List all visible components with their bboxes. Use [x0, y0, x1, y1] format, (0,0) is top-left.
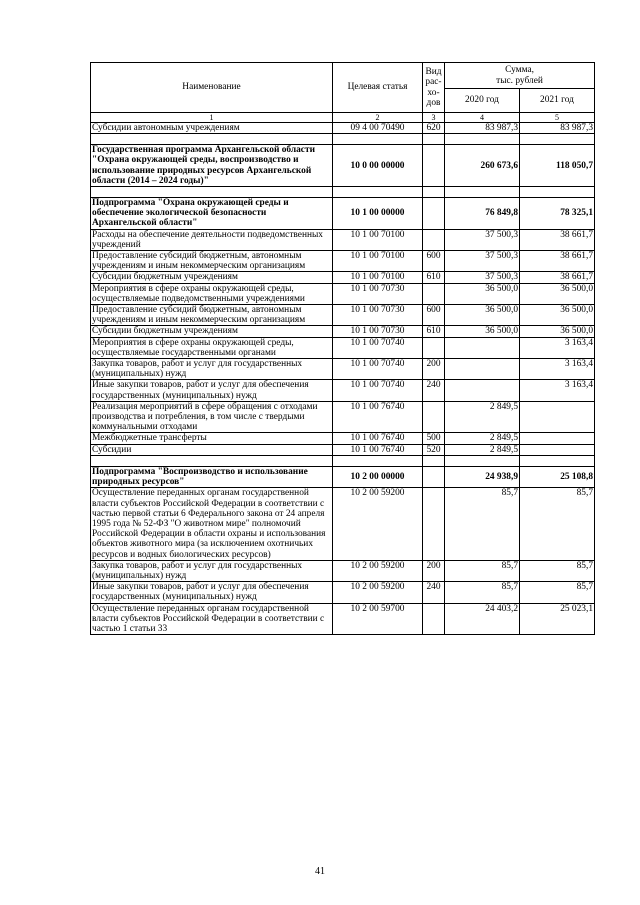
amount-2020-cell: 260 673,6: [445, 145, 520, 187]
target-article-cell: 10 1 00 76740: [333, 401, 423, 433]
expense-type-cell: [423, 229, 445, 250]
target-article-cell: 10 1 00 70730: [333, 305, 423, 326]
amount-2021-cell: 38 661,7: [520, 272, 595, 283]
item-name-cell: Межбюджетные трансферты: [91, 433, 333, 444]
amount-2021-cell: 25 023,1: [520, 603, 595, 635]
spacer-cell: [445, 187, 520, 198]
amount-2021-cell: 78 325,1: [520, 198, 595, 230]
target-article-cell: 10 2 00 59200: [333, 560, 423, 581]
amount-2020-cell: 36 500,0: [445, 326, 520, 337]
item-name-cell: Предоставление субсидий бюджетным, автономным учреждениям и иным некоммерческим организациям: [91, 305, 333, 326]
amount-2021-cell: 85,7: [520, 582, 595, 603]
item-name-cell: Субсидии бюджетным учреждениям: [91, 272, 333, 283]
spacer-row: [91, 134, 595, 145]
item-name-cell: Осуществление переданных органам государственной власти субъектов Российской Федерации в соответствии с частью 1 статьи 33: [91, 603, 333, 635]
expense-type-cell: [423, 145, 445, 187]
amount-2021-cell: 83 987,3: [520, 123, 595, 134]
item-name-cell: Осуществление переданных органам государственной власти субъектов Российской Федерации в соответствии с частью первой статьи 6 Федерального закона от 24 апреля 1995 года № 52-ФЗ "О животном мире" полномочий Российской Федерации в области охраны и использования объектов животного мира (за исключением охотничьих ресурсов и водных биологических ресурсов): [91, 488, 333, 560]
item-name-cell: Расходы на обеспечение деятельности подведомственных учреждений: [91, 229, 333, 250]
item-name-cell: Иные закупки товаров, работ и услуг для обеспечения государственных (муниципальных) нужд: [91, 582, 333, 603]
amount-2021-cell: [520, 401, 595, 433]
header-amount-line: тыс. рублей: [496, 75, 543, 86]
amount-2020-cell: 24 403,2: [445, 603, 520, 635]
expense-type-cell: 200: [423, 560, 445, 581]
header-name: Наименование: [91, 63, 333, 113]
column-number: 1: [91, 113, 333, 123]
item-name-cell: Субсидии бюджетным учреждениям: [91, 326, 333, 337]
header-amount: [445, 63, 595, 89]
target-article-cell: 09 4 00 70490: [333, 123, 423, 134]
page-number: 41: [315, 866, 325, 877]
table-row: [91, 283, 595, 304]
spacer-cell: [423, 134, 445, 145]
spacer-cell: [91, 455, 333, 466]
expense-type-cell: [423, 466, 445, 487]
item-name-cell: Иные закупки товаров, работ и услуг для обеспечения государственных (муниципальных) нужд: [91, 380, 333, 401]
amount-2021-cell: [520, 433, 595, 444]
expense-type-cell: 610: [423, 272, 445, 283]
spacer-cell: [333, 455, 423, 466]
target-article-cell: 10 1 00 76740: [333, 444, 423, 455]
target-article-cell: 10 1 00 76740: [333, 433, 423, 444]
spacer-row: [91, 187, 595, 198]
amount-2020-cell: [445, 337, 520, 358]
header-amount-line: Сумма,: [505, 65, 534, 76]
amount-2020-cell: 2 849,5: [445, 433, 520, 444]
table-row: [91, 251, 595, 272]
table-row: [91, 401, 595, 433]
table-row: [91, 229, 595, 250]
target-article-cell: 10 2 00 59200: [333, 582, 423, 603]
target-article-cell: 10 1 00 70730: [333, 326, 423, 337]
header-expense-type-line: хо-: [427, 87, 440, 98]
target-article-cell: 10 2 00 59200: [333, 488, 423, 560]
header-expense-type-line: Вид: [425, 67, 442, 78]
amount-2020-cell: 24 938,9: [445, 466, 520, 487]
item-name-cell: Подпрограмма "Охрана окружающей среды и обеспечение экологической безопасности Архангельской области": [91, 198, 333, 230]
amount-2020-cell: 2 849,5: [445, 444, 520, 455]
expense-type-cell: 240: [423, 582, 445, 603]
expense-type-cell: [423, 198, 445, 230]
amount-2021-cell: 36 500,0: [520, 305, 595, 326]
expense-type-cell: 620: [423, 123, 445, 134]
amount-2021-cell: 85,7: [520, 560, 595, 581]
table-row: [91, 444, 595, 455]
amount-2021-cell: 38 661,7: [520, 229, 595, 250]
target-article-cell: 10 1 00 70740: [333, 380, 423, 401]
target-article-cell: 10 1 00 70740: [333, 337, 423, 358]
table-row: [91, 337, 595, 358]
item-name-cell: Закупка товаров, работ и услуг для государственных (муниципальных) нужд: [91, 560, 333, 581]
amount-2020-cell: [445, 380, 520, 401]
item-name-cell: Государственная программа Архангельской области "Охрана окружающей среды, воспроизводство и использование природных ресурсов Архангельской области (2014 – 2024 годы)": [91, 145, 333, 187]
expense-type-cell: [423, 401, 445, 433]
item-name-cell: Мероприятия в сфере охраны окружающей среды, осуществляемые подведомственными учреждениями: [91, 283, 333, 304]
item-name-cell: Подпрограмма "Воспроизводство и использование природных ресурсов": [91, 466, 333, 487]
item-name-cell: Субсидии: [91, 444, 333, 455]
amount-2020-cell: 37 500,3: [445, 272, 520, 283]
amount-2021-cell: 3 163,4: [520, 359, 595, 380]
item-name-cell: Предоставление субсидий бюджетным, автономным учреждениям и иным некоммерческим организациям: [91, 251, 333, 272]
item-name-cell: Мероприятия в сфере охраны окружающей среды, осуществляемые государственными органами: [91, 337, 333, 358]
target-article-cell: 10 1 00 70740: [333, 359, 423, 380]
item-name-cell: Реализация мероприятий в сфере обращения с отходами производства и потребления, в том числе с твердыми коммунальными отходами: [91, 401, 333, 433]
target-article-cell: 10 1 00 00000: [333, 198, 423, 230]
program-row: [91, 198, 595, 230]
table-row: [91, 272, 595, 283]
expense-type-cell: [423, 488, 445, 560]
table-row: [91, 603, 595, 635]
amount-2020-cell: 36 500,0: [445, 283, 520, 304]
amount-2021-cell: 38 661,7: [520, 251, 595, 272]
amount-2020-cell: 76 849,8: [445, 198, 520, 230]
spacer-cell: [445, 455, 520, 466]
column-number: 4: [445, 113, 520, 123]
spacer-cell: [520, 187, 595, 198]
column-number: 3: [423, 113, 445, 123]
expense-type-cell: 610: [423, 326, 445, 337]
spacer-cell: [520, 455, 595, 466]
amount-2021-cell: 118 050,7: [520, 145, 595, 187]
amount-2021-cell: 3 163,4: [520, 337, 595, 358]
target-article-cell: 10 1 00 70100: [333, 272, 423, 283]
amount-2020-cell: 2 849,5: [445, 401, 520, 433]
header-expense-type: [423, 63, 445, 113]
target-article-cell: 10 0 00 00000: [333, 145, 423, 187]
table-row: [91, 326, 595, 337]
column-number: 5: [520, 113, 595, 123]
table-row: [91, 560, 595, 581]
spacer-cell: [91, 134, 333, 145]
amount-2020-cell: 85,7: [445, 582, 520, 603]
amount-2020-cell: 37 500,3: [445, 229, 520, 250]
target-article-cell: 10 1 00 70100: [333, 229, 423, 250]
target-article-cell: 10 1 00 70100: [333, 251, 423, 272]
amount-2020-cell: 85,7: [445, 488, 520, 560]
spacer-cell: [423, 187, 445, 198]
expense-type-cell: 500: [423, 433, 445, 444]
program-row: [91, 466, 595, 487]
target-article-cell: 10 2 00 59700: [333, 603, 423, 635]
amount-2020-cell: 83 987,3: [445, 123, 520, 134]
amount-2020-cell: 85,7: [445, 560, 520, 581]
target-article-cell: 10 1 00 70730: [333, 283, 423, 304]
header-year-2021: 2021 год: [520, 89, 595, 113]
expense-type-cell: 600: [423, 305, 445, 326]
spacer-cell: [333, 187, 423, 198]
expense-type-cell: [423, 283, 445, 304]
table-body: [91, 123, 595, 635]
table-row: [91, 123, 595, 134]
amount-2021-cell: 36 500,0: [520, 326, 595, 337]
amount-2021-cell: 36 500,0: [520, 283, 595, 304]
budget-table: [90, 62, 595, 635]
spacer-cell: [91, 187, 333, 198]
target-article-cell: 10 2 00 00000: [333, 466, 423, 487]
expense-type-cell: 600: [423, 251, 445, 272]
expense-type-cell: [423, 603, 445, 635]
header-expense-type-line: рас-: [425, 77, 442, 88]
amount-2021-cell: 25 108,8: [520, 466, 595, 487]
amount-2020-cell: [445, 359, 520, 380]
table-row: [91, 305, 595, 326]
spacer-cell: [333, 134, 423, 145]
spacer-row: [91, 455, 595, 466]
spacer-cell: [423, 455, 445, 466]
table-row: [91, 380, 595, 401]
table-row: [91, 582, 595, 603]
amount-2021-cell: 85,7: [520, 488, 595, 560]
table-row: [91, 359, 595, 380]
item-name-cell: Субсидии автономным учреждениям: [91, 123, 333, 134]
item-name-cell: Закупка товаров, работ и услуг для государственных (муниципальных) нужд: [91, 359, 333, 380]
expense-type-cell: 520: [423, 444, 445, 455]
amount-2021-cell: [520, 444, 595, 455]
amount-2020-cell: 36 500,0: [445, 305, 520, 326]
amount-2020-cell: 37 500,3: [445, 251, 520, 272]
header-expense-type-line: дов: [426, 97, 441, 108]
expense-type-cell: 200: [423, 359, 445, 380]
table-row: [91, 433, 595, 444]
header-year-2020: 2020 год: [445, 89, 520, 113]
expense-type-cell: [423, 337, 445, 358]
spacer-cell: [445, 134, 520, 145]
table-row: [91, 488, 595, 560]
amount-2021-cell: 3 163,4: [520, 380, 595, 401]
column-number: 2: [333, 113, 423, 123]
header-target-article: Целевая статья: [333, 63, 423, 113]
program-row: [91, 145, 595, 187]
spacer-cell: [520, 134, 595, 145]
expense-type-cell: 240: [423, 380, 445, 401]
